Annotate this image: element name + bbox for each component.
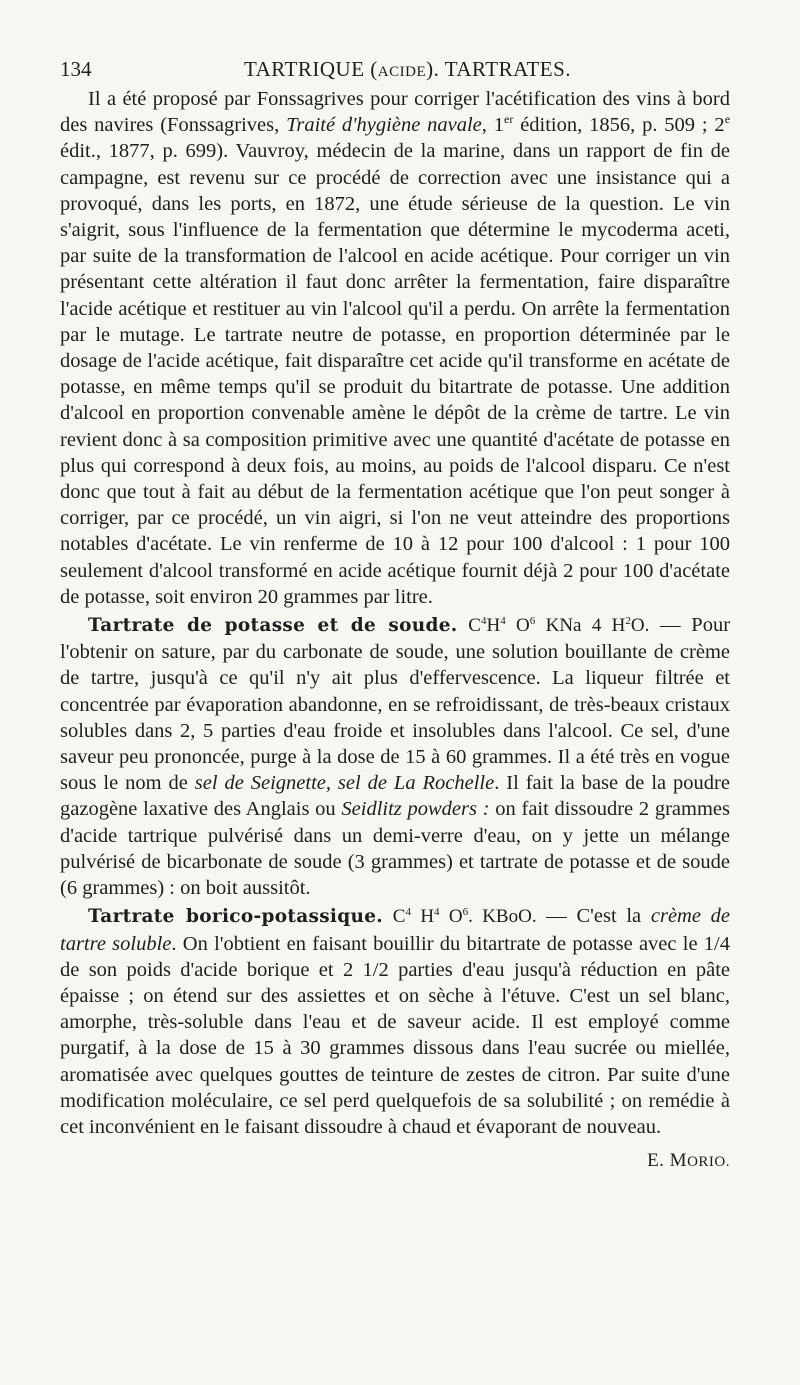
formula-sup: 4 xyxy=(405,906,411,919)
running-title-smallcaps: ACIDE xyxy=(377,64,427,80)
formula-sup: 4 xyxy=(434,906,440,919)
author-signature xyxy=(60,1148,730,1175)
signature-rest: ORIO. xyxy=(687,1154,730,1171)
text-run: édit., 1877, p. 699). Vauvroy, médecin de la marine, dans un rapport de fin de campagne, est revenu sur ce procédé de correction avec une insistance qui a provoqué, dans les ports, en 1872, une étude sérieuse de la question. Le vin s'aigrit, sous l'influence de la fermentation que détermine le mycoderma aceti, par suite de la transformation de l'alcool en acide acétique. Pour corriger un vin présentant cette altération il faut donc arrêter la fermentation, faire disparaître l'acide acétique et restituer au vin l'alcool qu'il a perdu. On arrête la fermentation par le mutage. Le tartrate neutre de potasse, en proportion déterminée par le dosage de l'acide acétique, fait disparaître cet acide qu'il transforme en acétate de potasse, en même temps qu'il se produit du bitartrate de potasse. Une addition d'alcool en proportion convenable amène le dépôt de la crème de tartre. Le vin revient donc à sa composition primitive avec une quantité d'acétate de potasse en plus qui correspond à deux fois, au moins, au poids de l'alcool disparu. Ce n'est donc que tout à fait au début de la fermentation acétique que l'on peut songer à corriger, par ce procédé, un vin aigri, si l'on ne veut atteindre des proportions notables d'acétate. Le vin renferme de 10 à 12 pour 100 d'alcool : 1 pour 100 seulement d'alcool transformé en acide acétique fournit déjà 2 pour 100 d'acétate de potasse, soit environ 20 grammes par litre. xyxy=(60,140,730,608)
text-run: . On l'obtient en faisant bouillir du bitartrate de potasse avec le 1/4 de son poids d'acide borique et 2 1/2 parties d'eau jusqu'à réduction en pâte épaisse ; on étend sur des assiettes et on sèche à l'étuve. C'est un sel blanc, amorphe, très-soluble dans l'eau et de saveur acide. Il est employé comme purgatif, à la dose de 15 à 30 grammes dissous dans l'eau sucrée ou miellée, aromatisée avec quelques gouttes de teinture de zestes de citron. Par suite d'une modification moléculaire, ce sel perd quelquefois de sa solubilité ; on remédie à cet inconvénient en le faisant dissoudre à chaud et évaporant de nouveau. xyxy=(60,932,730,1138)
paragraph-acetification xyxy=(60,86,730,610)
formula-part: O xyxy=(448,906,463,928)
formula-part: . KBoO. xyxy=(468,906,537,928)
superscript: e xyxy=(724,112,731,127)
paragraph-tartrate-borico-potassique xyxy=(60,903,730,1140)
formula-sup: 2 xyxy=(625,615,631,628)
page-number: 134 xyxy=(60,57,92,81)
running-title-part2: ). TARTRATES. xyxy=(426,57,572,81)
text-run: . Il fait la base de la poudre gazogène laxative des Anglais ou xyxy=(60,772,730,821)
chemical-formula xyxy=(468,615,649,636)
running-title-part1: TARTRIQUE ( xyxy=(244,57,378,81)
italic-term: sel de Seignette, sel de La Rochelle xyxy=(194,772,495,795)
formula-part: H xyxy=(486,615,501,637)
formula-part: C xyxy=(468,615,481,637)
book-title: Traité d'hygiène navale xyxy=(286,114,482,137)
formula-sup: 4 xyxy=(480,615,487,628)
formula-sup: 6 xyxy=(529,615,536,628)
italic-term: Seidlitz powders : xyxy=(341,798,490,821)
formula-part: O. xyxy=(630,615,650,637)
formula-sup: 4 xyxy=(500,615,506,628)
text-run: — Pour l'obtenir on sature, par du carbonate de soude, une solution bouillante de crème de tartre, jusqu'à ce qu'il n'y ait plus d'effervescence. La liqueur filtrée et concentrée par évaporation abandonne, en se refroidissant, de très-beaux cristaux solubles dans 2, 5 parties d'eau froide et insolubles dans l'alcool. Ce sel, d'une saveur peu prononcée, purge à la dose de 15 à 60 grammes. Il a été très en vogue sous le nom de xyxy=(60,614,731,795)
text-run: — C'est la xyxy=(536,905,651,928)
text-run: Il a été proposé par Fonssagrives pour corriger l'acétification des vins à bord des navires (Fonssagrives, xyxy=(60,88,730,137)
entry-headword: Tartrate borico-potassique. xyxy=(88,906,384,928)
formula-part: C xyxy=(392,906,406,928)
entry-headword: Tartrate de potasse et de soude. xyxy=(88,615,458,637)
running-title xyxy=(244,52,571,89)
body-text xyxy=(60,86,730,1175)
text-run: édition, 1856, p. 509 ; 2 xyxy=(513,114,725,137)
signature-initial: E. M xyxy=(647,1150,688,1172)
paragraph-tartrate-potasse-soude xyxy=(60,612,730,901)
formula-part: H xyxy=(420,906,435,928)
superscript: er xyxy=(504,112,514,127)
formula-part: KNa 4 H xyxy=(545,615,626,637)
chemical-formula xyxy=(393,906,537,927)
page-header xyxy=(60,52,730,86)
text-run: on fait dissoudre 2 grammes d'acide tartrique pulvérisé dans un demi-verre d'eau, on y jette un mélange pulvérisé de bicarbonate de soude (3 grammes) et tartrate de potasse et de soude (6 grammes) : on boit aussitôt. xyxy=(60,798,730,900)
formula-sup: 6 xyxy=(462,906,469,919)
text-run: , 1 xyxy=(481,114,505,137)
formula-part: O xyxy=(516,615,530,637)
italic-term: crème de tartre soluble xyxy=(60,905,731,955)
